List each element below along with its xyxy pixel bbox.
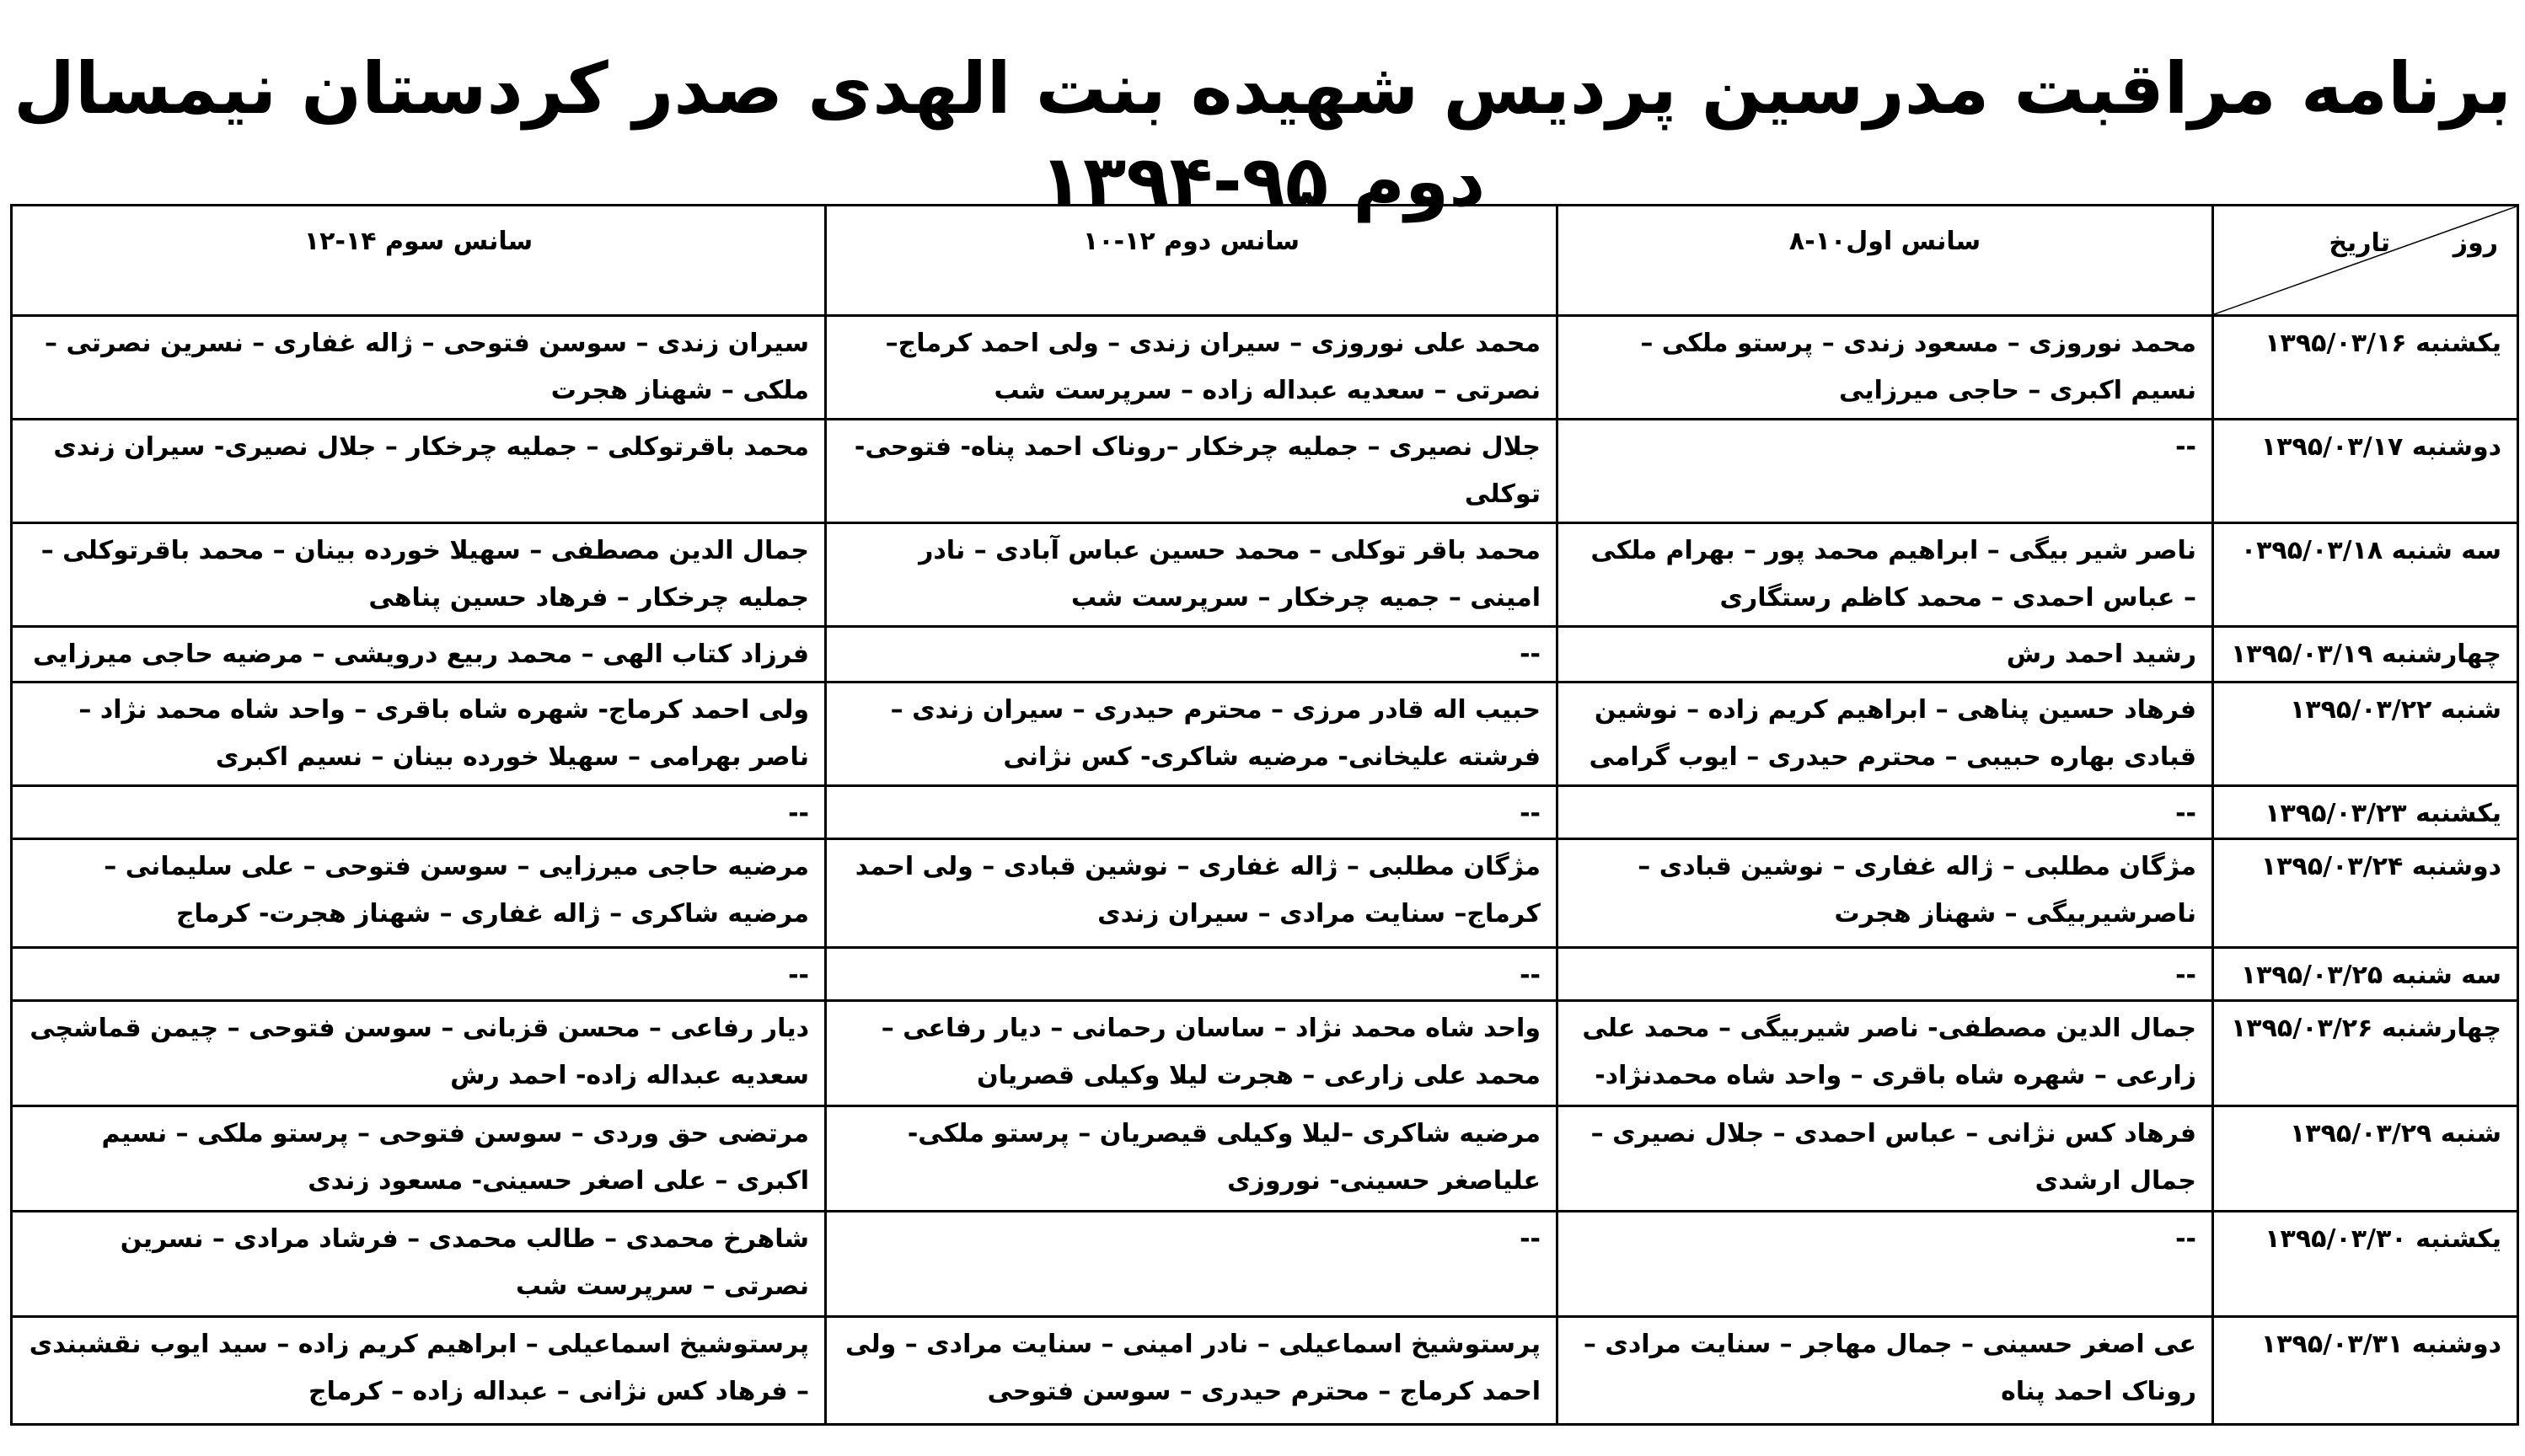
session1-cell: محمد نوروزی – مسعود زندی – پرستو ملکی – نسیم اکبری – حاجی میرزایی [1557, 316, 2213, 420]
table-row [12, 1212, 2518, 1317]
session3-cell: جمال الدین مصطفی – سهیلا خورده بینان – محمد باقرتوکلی –جملیه چرخکار – فرهاد حسین پناهی [12, 523, 826, 627]
session3-cell: محمد باقرتوکلی – جملیه چرخکار – جلال نصیری- سیران زندی [12, 420, 826, 523]
session1-cell: -- [1557, 948, 2213, 1001]
session2-cell: -- [826, 1212, 1557, 1317]
date-cell: دوشنبه ۱۳۹۵/۰۳/۲۴ [2213, 839, 2518, 948]
session2-cell: -- [826, 948, 1557, 1001]
date-cell: دوشنبه ۱۳۹۵/۰۳/۳۱ [2213, 1317, 2518, 1425]
date-cell: چهارشنبه ۱۳۹۵/۰۳/۲۶ [2213, 1001, 2518, 1106]
session2-cell: حبیب اله قادر مرزی – محترم حیدری – سیران زندی – فرشته علیخانی- مرضیه شاکری- کس نژانی [826, 682, 1557, 786]
session1-cell: فرهاد کس نژانی – عباس احمدی – جلال نصیری – جمال ارشدی [1557, 1106, 2213, 1212]
date-cell: سه شنبه ۱۳۹۵/۰۳/۲۵ [2213, 948, 2518, 1001]
session2-cell: پرستوشیخ اسماعیلی – نادر امینی – سنایت مرادی – ولی احمد کرماج – محترم حیدری – سوسن فتوحی [826, 1317, 1557, 1425]
session3-cell: مرتضی حق وردی – سوسن فتوحی – پرستو ملکی – نسیم اکبری – علی اصغر حسینی- مسعود زندی [12, 1106, 826, 1212]
date-cell: شنبه ۱۳۹۵/۰۳/۲۲ [2213, 682, 2518, 786]
session1-cell: رشید احمد رش [1557, 627, 2213, 682]
table-row [12, 316, 2518, 420]
date-cell: یکشنبه ۱۳۹۵/۰۳/۳۰ [2213, 1212, 2518, 1317]
session1-cell: -- [1557, 786, 2213, 839]
session3-cell: ولی احمد کرماج- شهره شاه باقری – واحد شاه محمد نژاد – ناصر بهرامی – سهیلا خورده بینان – نسیم اکبری [12, 682, 826, 786]
table-row [12, 786, 2518, 839]
table-row [12, 1317, 2518, 1425]
session1-cell: مژگان مطلبی – ژاله غفاری – نوشین قبادی – ناصرشیربیگی – شهناز هجرت [1557, 839, 2213, 948]
session2-cell: -- [826, 786, 1557, 839]
session2-cell: -- [826, 627, 1557, 682]
page-title: برنامه مراقبت مدرسین پردیس شهیده بنت الهدی صدر کردستان نیمسال دوم ۹۵-۱۳۹۴ [13, 47, 2512, 222]
date-cell: دوشنبه ۱۳۹۵/۰۳/۱۷ [2213, 420, 2518, 523]
session1-cell: جمال الدین مصطفی- ناصر شیربیگی – محمد علی زارعی – شهره شاه باقری – واحد شاه محمدنژاد- [1557, 1001, 2213, 1106]
session1-cell: -- [1557, 1212, 2213, 1317]
date-cell: شنبه ۱۳۹۵/۰۳/۲۹ [2213, 1106, 2518, 1212]
date-cell: چهارشنبه ۱۳۹۵/۰۳/۱۹ [2213, 627, 2518, 682]
session2-header: سانس دوم ۱۲-۱۰ [826, 206, 1557, 316]
date-header-label: تاریخ [2329, 228, 2390, 258]
header-row [12, 206, 2518, 316]
session3-cell: دیار رفاعی – محسن قزبانی – سوسن فتوحی – چیمن قماشچی سعدیه عبداله زاده- احمد رش [12, 1001, 826, 1106]
table-row [12, 523, 2518, 627]
session2-cell: محمد باقر توکلی – محمد حسین عباس آبادی – نادر امینی – جمیه چرخکار – سرپرست شب [826, 523, 1557, 627]
session1-cell: -- [1557, 420, 2213, 523]
day-date-header [2213, 206, 2518, 316]
table-row [12, 420, 2518, 523]
table-row [12, 682, 2518, 786]
table-row [12, 1001, 2518, 1106]
session1-header: سانس اول۱۰-۸ [1557, 206, 2213, 316]
schedule-table [10, 204, 2519, 1426]
table-row [12, 839, 2518, 948]
table-row [12, 948, 2518, 1001]
table-row [12, 627, 2518, 682]
session3-cell: -- [12, 786, 826, 839]
session3-cell: -- [12, 948, 826, 1001]
session3-cell: پرستوشیخ اسماعیلی – ابراهیم کریم زاده – سید ایوب نقشبندی – فرهاد کس نژانی – عبداله زاده – کرماج [12, 1317, 826, 1425]
session3-header: سانس سوم ۱۴-۱۲ [12, 206, 826, 316]
session1-cell: ناصر شیر بیگی – ابراهیم محمد پور – بهرام ملکی – عباس احمدی – محمد کاظم رستگاری [1557, 523, 2213, 627]
session3-cell: فرزاد کتاب الهی – محمد ربیع درویشی – مرضیه حاجی میرزایی [12, 627, 826, 682]
session3-cell: سیران زندی – سوسن فتوحی – ژاله غفاری – نسرین نصرتی – ملکی – شهناز هجرت [12, 316, 826, 420]
table-row [12, 1106, 2518, 1212]
day-header-label: روز [2453, 228, 2498, 258]
session1-cell: عی اصغر حسینی – جمال مهاجر – سنایت مرادی – روناک احمد پناه [1557, 1317, 2213, 1425]
session2-cell: مژگان مطلبی – ژاله غفاری – نوشین قبادی – ولی احمد کرماج– سنایت مرادی – سیران زندی [826, 839, 1557, 948]
session1-cell: فرهاد حسین پناهی – ابراهیم کریم زاده – نوشین قبادی بهاره حبیبی – محترم حیدری – ایوب گرامی [1557, 682, 2213, 786]
session3-cell: شاهرخ محمدی – طالب محمدی – فرشاد مرادی – نسرین نصرتی – سرپرست شب [12, 1212, 826, 1317]
session2-cell: جلال نصیری – جملیه چرخکار –روناک احمد پناه- فتوحی- توکلی [826, 420, 1557, 523]
session2-cell: محمد علی نوروزی – سیران زندی – ولی احمد کرماج– نصرتی – سعدیه عبداله زاده – سرپرست شب [826, 316, 1557, 420]
session3-cell: مرضیه حاجی میرزایی – سوسن فتوحی – علی سلیمانی – مرضیه شاکری – ژاله غفاری – شهناز هجرت- کرماج [12, 839, 826, 948]
date-cell: یکشنبه ۱۳۹۵/۰۳/۱۶ [2213, 316, 2518, 420]
date-cell: سه شنبه ۰۳۹۵/۰۳/۱۸ [2213, 523, 2518, 627]
session2-cell: واحد شاه محمد نژاد – ساسان رحمانی – دیار رفاعی – محمد علی زارعی – هجرت لیلا وکیلی قصریان [826, 1001, 1557, 1106]
date-cell: یکشنبه ۱۳۹۵/۰۳/۲۳ [2213, 786, 2518, 839]
session2-cell: مرضیه شاکری –لیلا وکیلی قیصریان – پرستو ملکی- علیاصغر حسینی- نوروزی [826, 1106, 1557, 1212]
